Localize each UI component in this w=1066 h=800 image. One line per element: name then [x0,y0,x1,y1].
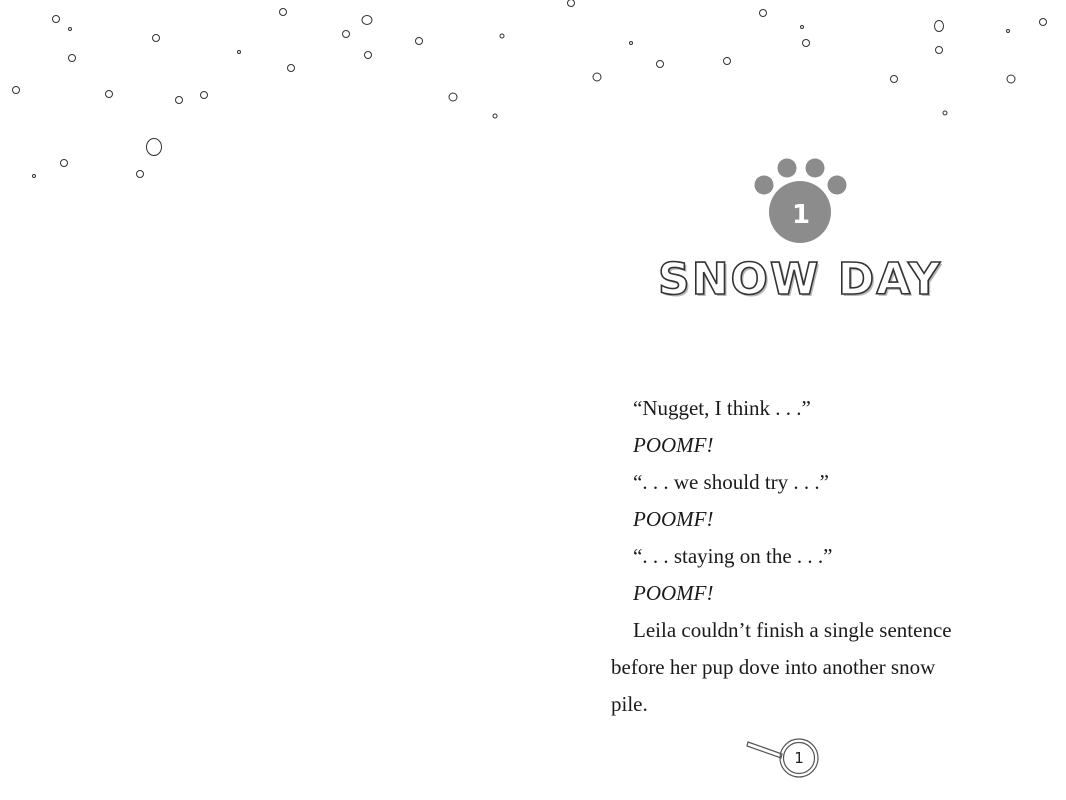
snowflake-circle-icon [760,10,767,17]
snowflake-circle-icon [201,92,208,99]
snowflake-circle-icon [137,171,144,178]
snowflake-circle-icon [891,76,898,83]
snowflake-circle-icon [1040,19,1047,26]
snowflake-circle-icon [362,16,372,25]
snowflakes-decoration [0,0,1066,200]
snowflake-circle-icon [365,52,372,59]
chapter-number: 1 [791,200,811,230]
snowflake-circle-icon [593,73,601,81]
chapter-body-text [611,390,956,723]
snowflake-circle-icon [69,28,72,31]
snowflake-circle-icon [724,58,731,65]
snowflake-circle-icon [61,160,68,167]
snowflake-circle-icon [493,114,497,118]
snowflake-circle-icon [657,61,664,68]
snowflake-circle-icon [1007,30,1010,33]
snowflake-circle-icon [936,47,943,54]
snowflake-circle-icon [106,91,113,98]
snowflake-circle-icon [801,26,804,29]
snowflake-circle-icon [449,93,457,101]
snowflake-circle-icon [33,175,36,178]
snowflake-circle-icon [176,97,183,104]
paragraph: “. . . staying on the . . .” [633,544,833,568]
paragraph: “. . . we should try . . .” [633,470,829,494]
chapter-title: SNOW DAY [658,254,942,305]
paragraph: POOMF! [633,433,714,457]
snowflake-circle-icon [630,42,633,45]
snowflake-circle-icon [69,55,76,62]
snowflake-circle-icon [1007,75,1015,83]
snowflake-circle-icon [500,34,504,38]
page-number: 1 [794,749,804,767]
paragraph: Leila couldn’t finish a single sentence before her pup dove into another snow pile. [611,618,952,716]
snowflake-circle-icon [935,21,944,32]
paragraph: “Nugget, I think . . .” [633,396,811,420]
snowflake-circle-icon [288,65,295,72]
snowflake-circle-icon [238,51,241,54]
snowflake-circle-icon [416,38,423,45]
snowflake-circle-icon [147,139,162,156]
snowflake-circle-icon [13,87,20,94]
snowflake-circle-icon [53,16,60,23]
snowflake-circle-icon [943,111,947,115]
paragraph: POOMF! [633,507,714,531]
snowflake-circle-icon [280,9,287,16]
snowflake-circle-icon [803,40,810,47]
paragraph: POOMF! [633,581,714,605]
snowflake-circle-icon [153,35,160,42]
snowflake-circle-icon [568,0,575,7]
snowflake-circle-icon [343,31,350,38]
